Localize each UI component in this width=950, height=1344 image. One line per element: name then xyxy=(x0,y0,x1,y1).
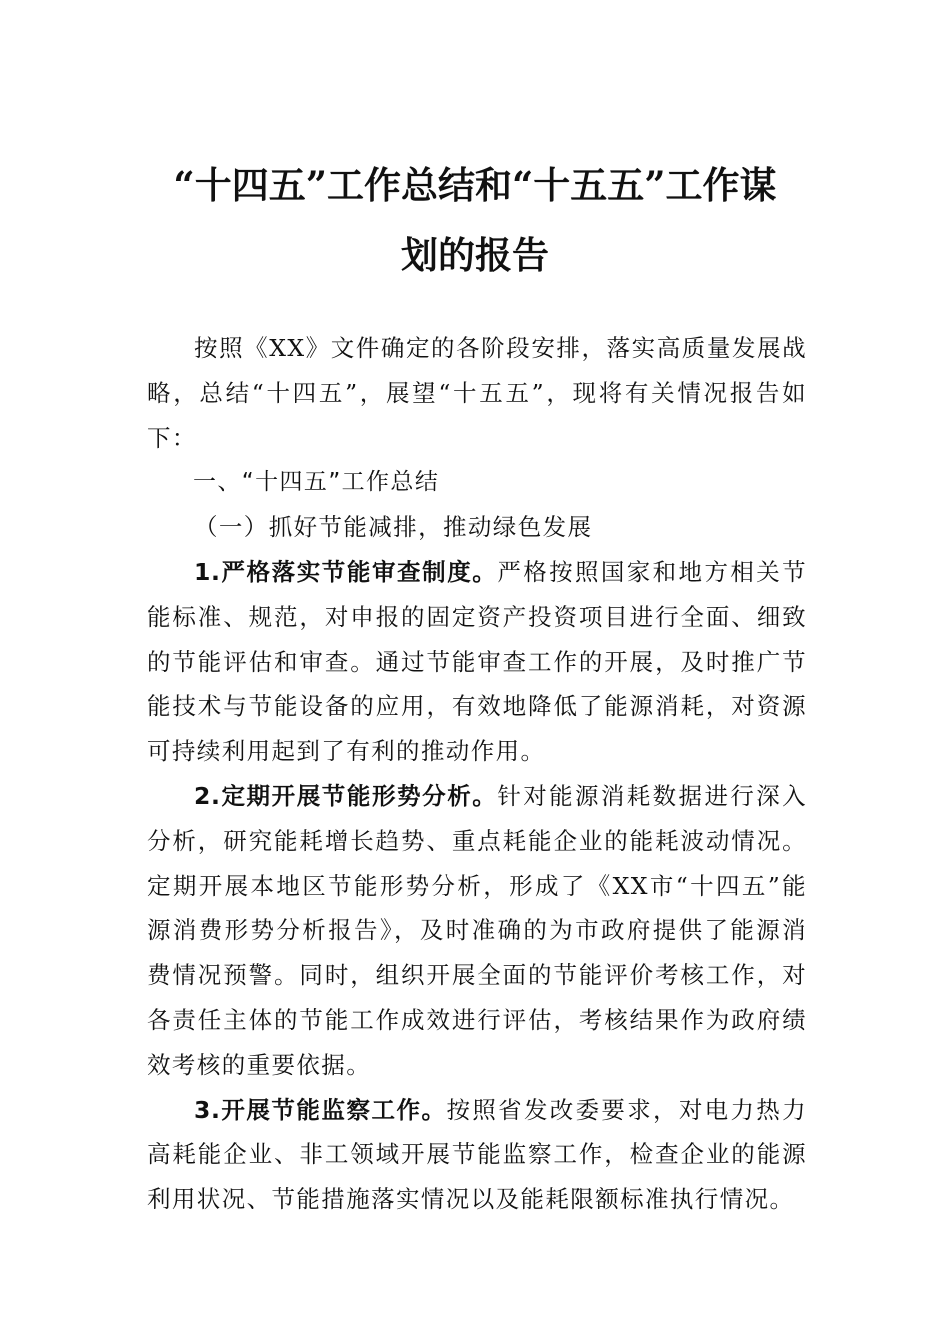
item-paragraph-2 xyxy=(147,774,807,1088)
item-lead-2: 2.定期开展节能形势分析。 xyxy=(194,781,498,810)
item-lead-1: 1.严格落实节能审查制度。 xyxy=(194,557,498,586)
section-heading: 一、“十四五”工作总结 xyxy=(193,469,440,496)
document-title-line-1: “十四五”工作总结和“十五五”工作谋 xyxy=(173,163,777,207)
item-paragraph-3 xyxy=(147,1088,807,1222)
subsection-heading: （一）抓好节能减排，推动绿色发展 xyxy=(194,513,593,542)
intro-paragraph: 按照《XX》文件确定的各阶段安排，落实高质量发展战略，总结“十四五”，展望“十五五”，现将有关情况报告如下： xyxy=(147,334,807,452)
document-title-line-2: 划的报告 xyxy=(401,233,549,277)
document-body xyxy=(147,326,807,1222)
item-paragraph-1 xyxy=(147,550,807,774)
item-text-1: 严格按照国家和地方相关节能标准、规范，对申报的固定资产投资项目进行全面、细致的节能评估和审查。通过节能审查工作的开展，及时推广节能技术与节能设备的应用，有效地降低了能源消耗，对资源可持续利用起到了有利的推动作用。 xyxy=(147,557,807,766)
item-lead-3: 3.开展节能监察工作。 xyxy=(194,1095,447,1124)
item-text-2: 针对能源消耗数据进行深入分析，研究能耗增长趋势、重点耗能企业的能耗波动情况。定期开展本地区节能形势分析，形成了《XX市“十四五”能源消费形势分析报告》，及时准确的为市政府提供了能源消费情况预警。同时，组织开展全面的节能评价考核工作，对各责任主体的节能工作成效进行评估，考核结果作为政府绩效考核的重要依据。 xyxy=(147,781,807,1079)
item-text-3: 按照省发改委要求，对电力热力高耗能企业、非工领域开展节能监察工作，检查企业的能源利用状况、节能措施落实情况以及能耗限额标准执行情况。 xyxy=(147,1095,807,1214)
